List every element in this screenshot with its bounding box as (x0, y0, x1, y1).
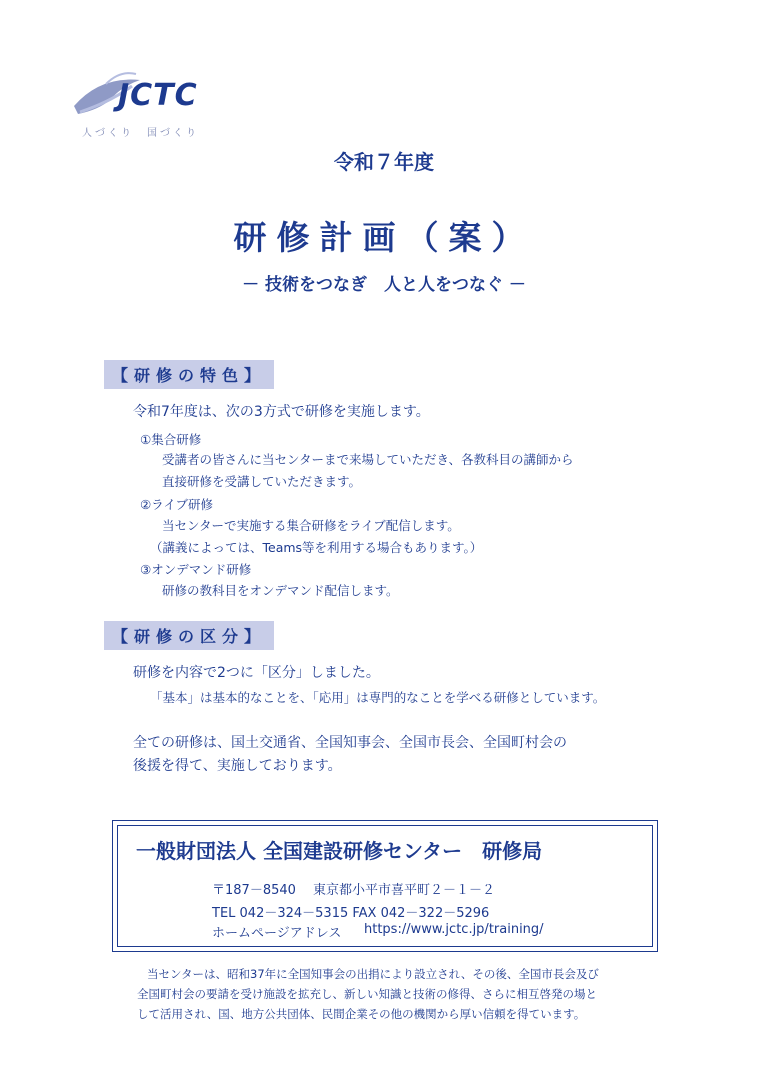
page-title: 研修計画（案） (233, 218, 535, 257)
feature-heading-3: ③オンデマンド研修 (140, 562, 252, 577)
division-section-label: 【研修の区分】 (104, 621, 274, 650)
address: 〒187－8540 東京都小平市喜平町２－１－２ (212, 883, 496, 898)
division-line-2: 「基本」は基本的なことを、「応用」は専門的なことを学べる研修としています。 (150, 690, 606, 705)
feature-line: 研修の教科目をオンデマンド配信します。 (162, 583, 399, 598)
phone-fax: TEL 042－324－5315 FAX 042－322－5296 (212, 906, 490, 921)
support-line-1: 全ての研修は、国土交通省、全国知事会、全国市長会、全国町村会の (133, 735, 567, 751)
feature-line: （講義によっては、Teams等を利用する場合もあります。） (150, 540, 483, 555)
feature-heading-2: ②ライブ研修 (140, 497, 213, 512)
feature-line: 直接研修を受講していただきます。 (162, 474, 362, 489)
features-intro: 令和7年度は、次の3方式で研修を実施します。 (133, 404, 430, 420)
web-url-link[interactable]: https://www.jctc.jp/training/ (364, 922, 544, 937)
web-label: ホームページアドレス (212, 926, 342, 941)
feature-line: 受講者の皆さんに当センターまで来場していただき、各教科目の講師から (162, 452, 574, 467)
division-line-1: 研修を内容で2つに「区分」しました。 (133, 665, 380, 681)
footer-line: 全国町村会の要請を受け施設を拡充し、新しい知識と技術の修得、さらに相互啓発の場と (137, 987, 597, 1001)
organization-name: 一般財団法人 全国建設研修センター 研修局 (136, 839, 543, 863)
features-section-label: 【研修の特色】 (104, 360, 274, 389)
feature-line: 当センターで実施する集合研修をライブ配信します。 (162, 518, 460, 533)
logo-tagline: 人づくり 国づくり (82, 128, 199, 139)
page-subtitle: － 技術をつなぎ 人と人をつなぐ － (242, 275, 526, 295)
logo-text: JCTC (118, 78, 198, 113)
fiscal-year: 令和７年度 (334, 150, 434, 174)
footer-line: 当センターは、昭和37年に全国知事会の出捐により設立され、その後、全国市長会及び (147, 967, 599, 981)
feature-heading-1: ①集合研修 (140, 432, 202, 447)
support-line-2: 後援を得て、実施しております。 (133, 758, 342, 774)
footer-line: して活用され、国、地方公共団体、民間企業その他の機関から厚い信頼を得ています。 (137, 1007, 586, 1021)
